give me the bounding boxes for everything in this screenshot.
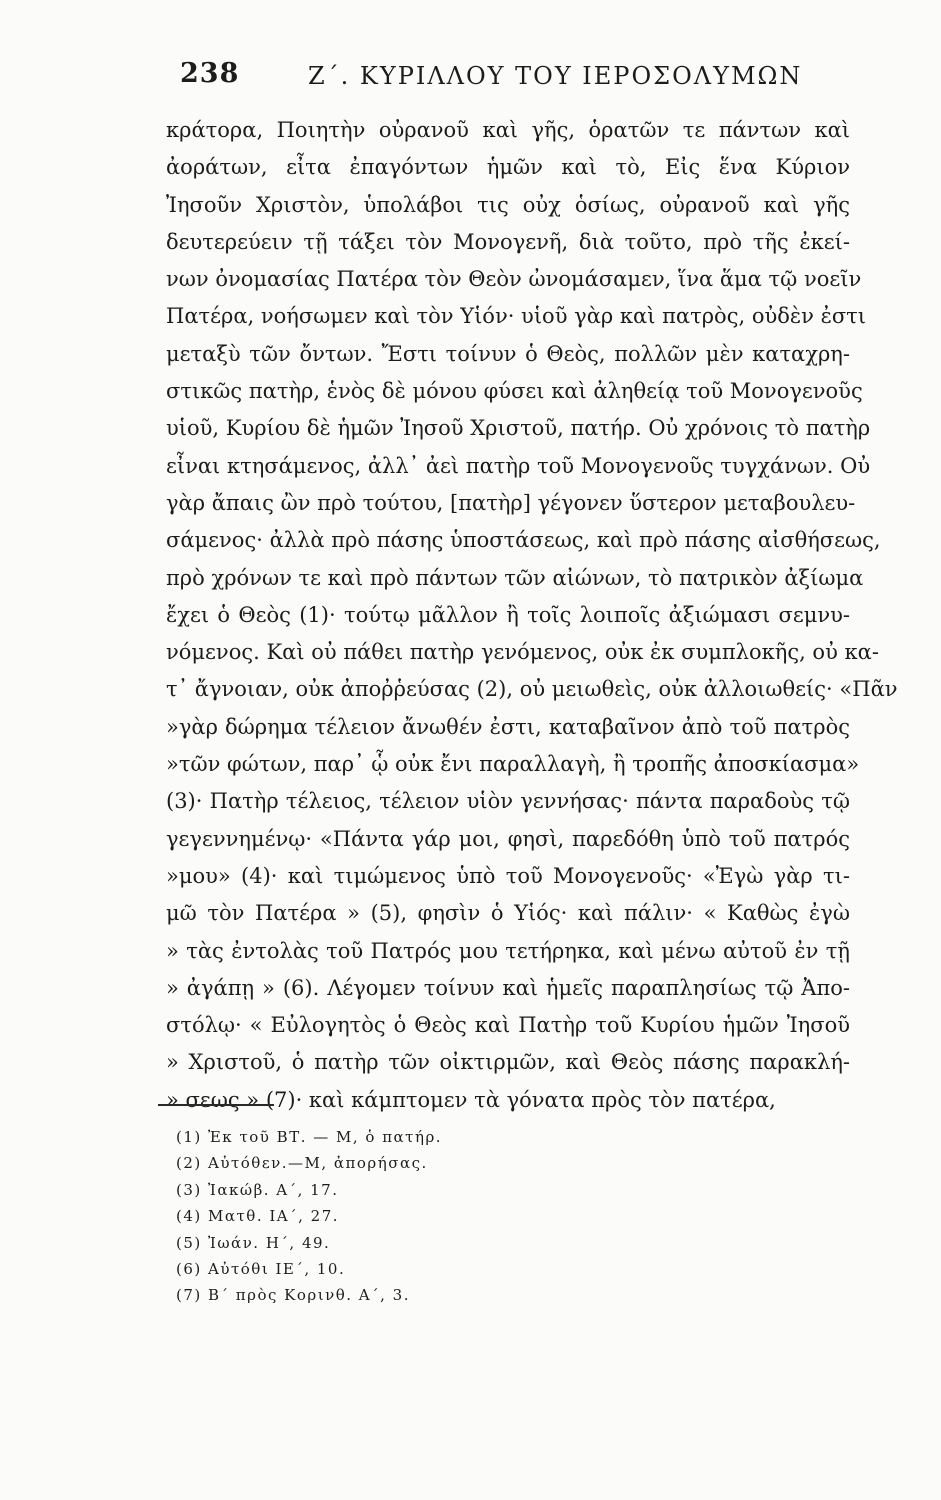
footnote: (4) Ματθ. ΙΑ΄, 27. [176,1207,340,1226]
text-line: μεταξὺ τῶν ὄντων. Ἔστι τοίνυν ὁ Θεὸς, πολλῶν μὲν καταχρη- [166,341,850,366]
footnote: (1) Ἐκ τοῦ ΒΤ. — Μ, ὁ πατήρ. [176,1128,443,1146]
footnote: (2) Αὐτόθεν.—Μ, ἀπορήσας. [176,1154,428,1173]
text-line: στικῶς πατὴρ, ἑνὸς δὲ μόνου φύσει καὶ ἀληθείᾳ τοῦ Μονογενοῦς [166,379,863,404]
text-line: γεγεννημένῳ· «Πάντα γάρ μοι, φησὶ, παρεδόθη ὑπὸ τοῦ πατρός [166,826,850,851]
text-line: τ᾽ ἄγνοιαν, οὐκ ἀποῤῥεύσας (2), οὐ μειωθεὶς, οὐκ ἀλλοιωθείς· «Πᾶν [166,677,898,702]
text-line: μῶ τὸν Πατέρα » (5), φησὶν ὁ Υἱός· καὶ πάλιν· « Καθὼς ἐγὼ [166,901,850,926]
text-line: υἱοῦ, Κυρίου δὲ ἡμῶν Ἰησοῦ Χριστοῦ, πατήρ. Οὐ χρόνοις τὸ πατὴρ [166,416,871,441]
page-number: 238 [180,58,240,89]
footnotes [176,1124,576,1309]
text-line: » τὰς ἐντολὰς τοῦ Πατρός μου τετήρηκα, καὶ μένω αὐτοῦ ἐν τῇ [166,938,850,963]
text-line: νων ὀνομασίας Πατέρα τὸν Θεὸν ὠνομάσαμεν, ἵνα ἅμα τῷ νοεῖν [166,267,862,292]
text-line: νόμενος. Καὶ οὐ πάθει πατὴρ γενόμενος, οὐκ ἐκ συμπλοκῆς, οὐ κα- [166,640,879,665]
text-line: ἔχει ὁ Θεὸς (1)· τούτῳ μᾶλλον ἢ τοῖς λοιποῖς ἀξιώμασι σεμνυ- [166,602,850,627]
text-line: »μου» (4)· καὶ τιμώμενος ὑπὸ τοῦ Μονογενοῦς· «Ἐγὼ γὰρ τι- [166,863,850,888]
text-line: Ἰησοῦν Χριστὸν, ὑπολάβοι τις οὐχ ὁσίως, οὐρανοῦ καὶ γῆς [166,192,850,217]
text-line: εἶναι κτησάμενος, ἀλλ᾽ ἀεὶ πατὴρ τοῦ Μονογενοῦς τυγχάνων. Οὐ [166,453,871,478]
text-line: γὰρ ἄπαις ὢν πρὸ τούτου, [πατὴρ] γέγονεν ὕστερον μεταβουλευ- [166,490,856,515]
text-line: δευτερεύειν τῇ τάξει τὸν Μονογενῆ, διὰ τοῦτο, πρὸ τῆς ἐκεί- [166,229,850,254]
text-line: »γὰρ δώρημα τέλειον ἄνωθέν ἐστι, καταβαῖνον ἀπὸ τοῦ πατρὸς [166,714,850,739]
text-line: κράτορα, Ποιητὴν οὐρανοῦ καὶ γῆς, ὁρατῶν τε πάντων καὶ [166,118,850,142]
text-line: » Χριστοῦ, ὁ πατὴρ τῶν οἰκτιρμῶν, καὶ Θεὸς πάσης παρακλή- [166,1050,850,1075]
text-line: Πατέρα, νοήσωμεν καὶ τὸν Υἱόν· υἱοῦ γὰρ καὶ πατρὸς, οὐδὲν ἐστι [166,304,867,329]
text-line: » ἀγάπῃ » (6). Λέγομεν τοίνυν καὶ ἡμεῖς παραπλησίως τῷ Ἀπο- [166,975,850,1000]
footnote: (6) Αὐτόθι ΙΕ΄, 10. [176,1259,346,1278]
text-line: στόλῳ· « Εὐλογητὸς ὁ Θεὸς καὶ Πατὴρ τοῦ Κυρίου ἡμῶν Ἰησοῦ [166,1013,850,1038]
body-text [166,112,898,1119]
text-line: ἀοράτων, εἶτα ἐπαγόντων ἡμῶν καὶ τὸ, Εἰς ἕνα Κύριον [166,155,850,180]
text-line: » σεως » (7)· καὶ κάμπτομεν τὰ γόνατα πρὸς τὸν πατέρα, [166,1087,776,1112]
text-line: σάμενος· ἀλλὰ πρὸ πάσης ὑποστάσεως, καὶ πρὸ πάσης αἰσθήσεως, [166,528,881,553]
footnote-divider [158,1104,274,1106]
text-line: (3)· Πατὴρ τέλειος, τέλειον υἱὸν γεννήσας· πάντα παραδοὺς τῷ [166,789,850,814]
text-line: »τῶν φώτων, παρ᾽ ᾧ οὐκ ἔνι παραλλαγὴ, ἢ τροπῆς ἀποσκίασμα» [166,752,860,777]
footnote: (7) Β΄ πρὸς Κορινθ. Α΄, 3. [176,1286,410,1305]
footnote: (3) Ἰακώβ. Α΄, 17. [176,1180,339,1199]
footnote: (5) Ἰωάν. Η΄, 49. [176,1233,331,1252]
text-line: πρὸ χρόνων τε καὶ πρὸ πάντων τῶν αἰώνων, τὸ πατρικὸν ἀξίωμα [166,565,864,590]
running-title: Ζ΄. ΚΥΡΙΛΛΟΥ ΤΟΥ ΙΕΡΟΣΟΛΥΜΩΝ [308,62,803,90]
